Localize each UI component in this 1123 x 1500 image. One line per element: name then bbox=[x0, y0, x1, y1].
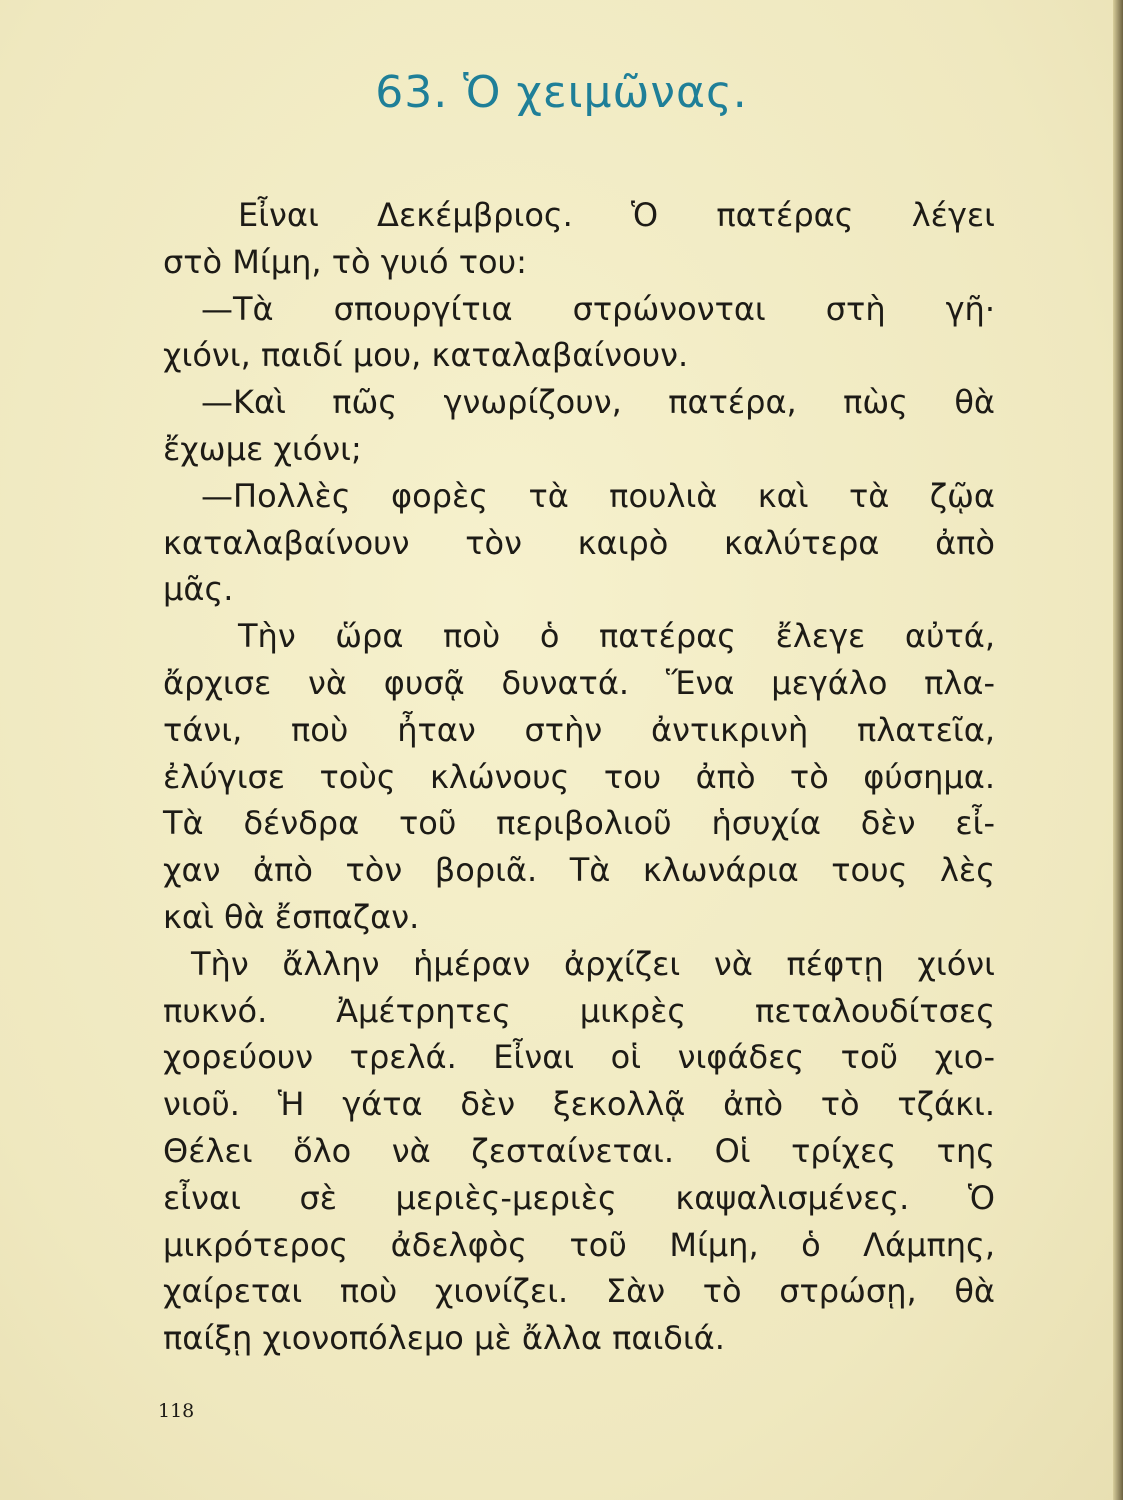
text-line: νιοῦ. Ἡ γάτα δὲν ξεκολλᾷ ἀπὸ τὸ τζάκι. bbox=[163, 1085, 995, 1124]
text-line: καταλαβαίνουν τὸν καιρὸ καλύτερα ἀπὸ bbox=[163, 523, 995, 562]
text-line: Θέλει ὅλο νὰ ζεσταίνεται. Οἱ τρίχες της bbox=[163, 1131, 995, 1170]
text-line: μικρότερος ἀδελφὸς τοῦ Μίμη, ὁ Λάμπης, bbox=[163, 1225, 995, 1264]
text-line: Τὰ δένδρα τοῦ περιβολιοῦ ἡσυχία δὲν εἶ- bbox=[163, 804, 995, 843]
text-line: μᾶς. bbox=[163, 570, 234, 609]
text-line: ἄρχισε νὰ φυσᾷ δυνατά. Ἕνα μεγάλο πλα- bbox=[163, 663, 995, 702]
text-line: —Τὰ σπουργίτια στρώνονται στὴ γῆ· bbox=[201, 289, 995, 328]
page-number: 118 bbox=[158, 1400, 195, 1422]
text-line: Εἶναι Δεκέμβριος. Ὁ πατέρας λέγει bbox=[238, 196, 995, 234]
text-line: εἶναι σὲ μεριὲς-μεριὲς καψαλισμένες. Ὁ bbox=[163, 1178, 995, 1217]
text-line: καὶ θὰ ἔσπαζαν. bbox=[163, 897, 420, 936]
page-edge-shadow bbox=[1113, 0, 1123, 1500]
text-line: τάνι, ποὺ ἦταν στὴν ἀντικρινὴ πλατεῖα, bbox=[163, 710, 995, 749]
text-line: πυκνό. Ἀμέτρητες μικρὲς πεταλουδίτσες bbox=[163, 991, 995, 1030]
text-line: χαίρεται ποὺ χιονίζει. Σὰν τὸ στρώσῃ, θὰ bbox=[163, 1272, 995, 1311]
text-line: χιόνι, παιδί μου, καταλαβαίνουν. bbox=[163, 336, 689, 375]
body-text bbox=[163, 192, 995, 1362]
text-line: ἐλύγισε τοὺς κλώνους του ἀπὸ τὸ φύσημα. bbox=[163, 757, 995, 796]
page-title: 63. Ὁ χειμῶνας. bbox=[375, 67, 748, 118]
text-line: —Πολλὲς φορὲς τὰ πουλιὰ καὶ τὰ ζῷα bbox=[201, 476, 995, 515]
text-line: στὸ Μίμη, τὸ γυιό του: bbox=[163, 242, 527, 281]
text-line: ἔχωμε χιόνι; bbox=[163, 429, 362, 468]
text-line: —Καὶ πῶς γνωρίζουν, πατέρα, πὼς θὰ bbox=[201, 383, 995, 422]
text-line: χαν ἀπὸ τὸν βοριᾶ. Τὰ κλωνάρια τους λὲς bbox=[163, 851, 995, 890]
text-line: Τὴν ἄλλην ἡμέραν ἀρχίζει νὰ πέφτῃ χιόνι bbox=[191, 944, 995, 983]
text-line: χορεύουν τρελά. Εἶναι οἱ νιφάδες τοῦ χιο- bbox=[163, 1038, 995, 1077]
text-line: Τὴν ὥρα ποὺ ὁ πατέρας ἔλεγε αὐτά, bbox=[238, 617, 995, 656]
text-line: παίξῃ χιονοπόλεμο μὲ ἄλλα παιδιά. bbox=[163, 1319, 725, 1358]
